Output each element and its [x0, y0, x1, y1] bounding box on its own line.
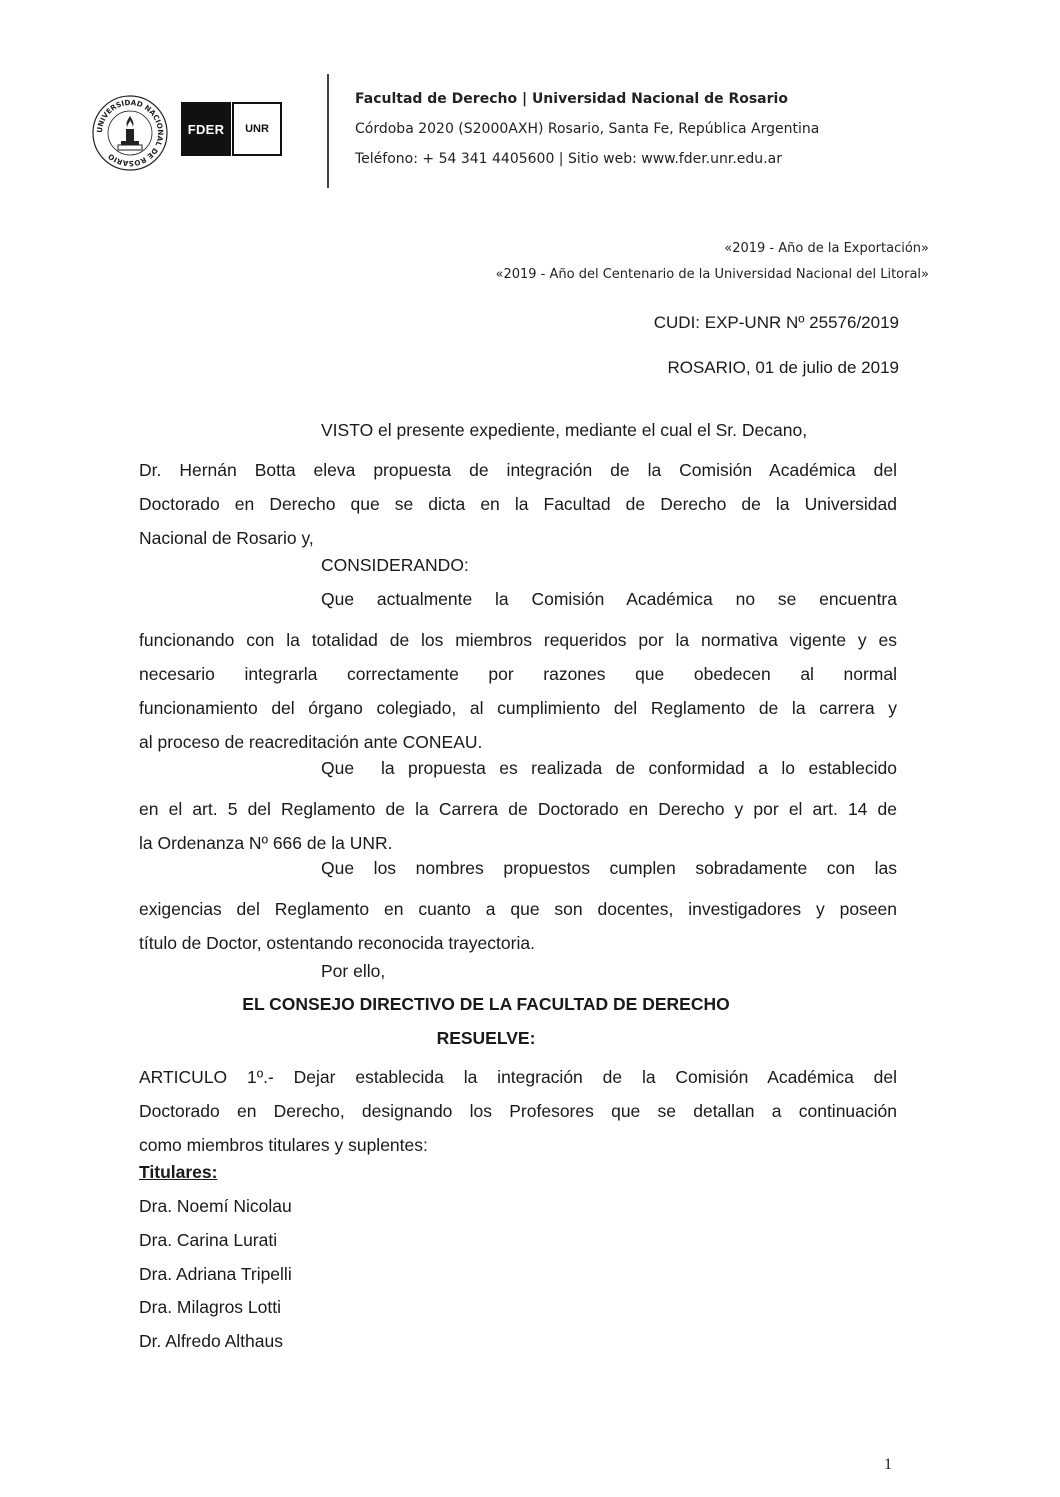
que3-line-1: Que los nombres propuestos cumplen sobradamente con las [321, 858, 897, 878]
visto-line-1: VISTO el presente expediente, mediante el cual el Sr. Decano, [321, 420, 808, 440]
articulo1-line-3: como miembros titulares y suplentes: [139, 1135, 428, 1155]
por-ello: Por ello, [321, 961, 386, 981]
motto-line-1: «2019 - Año de la Exportación» [724, 241, 929, 256]
seal-text: UNIVERSIDAD NACIONAL DE ROSARIO [94, 97, 166, 169]
faculty-name: Facultad de Derecho | Universidad Nacional de Rosario [355, 91, 788, 107]
visto-line-2: Dr. Hernán Botta eleva propuesta de integración de la Comisión Académica del [139, 460, 897, 480]
fder-logo: FDER [181, 102, 231, 156]
articulo1-line-2: Doctorado en Derecho, designando los Profesores que se detallan a continuación [139, 1101, 897, 1121]
faculty-address: Córdoba 2020 (S2000AXH) Rosario, Santa Fe, República Argentina [355, 121, 820, 137]
unr-logo: UNR [232, 102, 282, 156]
document-date: ROSARIO, 01 de julio de 2019 [667, 358, 899, 377]
que2-line-1: Que la propuesta es realizada de conformidad a lo establecido [321, 758, 897, 778]
visto-line-3: Doctorado en Derecho que se dicta en la Facultad de Derecho de la Universidad [139, 494, 897, 514]
articulo1-line-1: ARTICULO 1º.- Dejar establecida la integración de la Comisión Académica del [139, 1067, 897, 1087]
titular-name: Dra. Milagros Lotti [139, 1297, 281, 1317]
que2-line-2: en el art. 5 del Reglamento de la Carrera de Doctorado en Derecho y por el art. 14 de [139, 799, 897, 819]
university-seal-logo [91, 94, 169, 172]
que1-line-4: funcionamiento del órgano colegiado, al cumplimiento del Reglamento de la carrera y [139, 698, 897, 718]
titulares-heading: Titulares: [139, 1162, 218, 1182]
cudi-reference: CUDI: EXP-UNR Nº 25576/2019 [653, 313, 899, 332]
consejo-heading: EL CONSEJO DIRECTIVO DE LA FACULTAD DE DERECHO [242, 994, 730, 1014]
que1-line-3: necesario integrarla correctamente por razones que obedecen al normal [139, 664, 897, 684]
titular-name: Dra. Noemí Nicolau [139, 1196, 292, 1216]
considerando-heading: CONSIDERANDO: [321, 555, 469, 575]
titular-name: Dra. Adriana Tripelli [139, 1264, 292, 1284]
faculty-contact: Teléfono: + 54 341 4405600 | Sitio web: www.fder.unr.edu.ar [355, 151, 782, 167]
que3-line-3: título de Doctor, ostentando reconocida trayectoria. [139, 933, 535, 953]
que2-line-3: la Ordenanza Nº 666 de la UNR. [139, 833, 393, 853]
visto-line-4: Nacional de Rosario y, [139, 528, 314, 548]
titular-name: Dr. Alfredo Althaus [139, 1331, 283, 1351]
que1-line-1: Que actualmente la Comisión Académica no se encuentra [321, 589, 897, 609]
titular-name: Dra. Carina Lurati [139, 1230, 278, 1250]
resuelve-heading: RESUELVE: [436, 1028, 536, 1048]
motto-line-2: «2019 - Año del Centenario de la Universidad Nacional del Litoral» [495, 267, 929, 282]
que3-line-2: exigencias del Reglamento en cuanto a que son docentes, investigadores y poseen [139, 899, 897, 919]
que1-line-5: al proceso de reacreditación ante CONEAU. [139, 732, 483, 752]
page-number: 1 [884, 1456, 892, 1473]
header-divider [327, 74, 329, 188]
que1-line-2: funcionando con la totalidad de los miembros requeridos por la normativa vigente y es [139, 630, 897, 650]
